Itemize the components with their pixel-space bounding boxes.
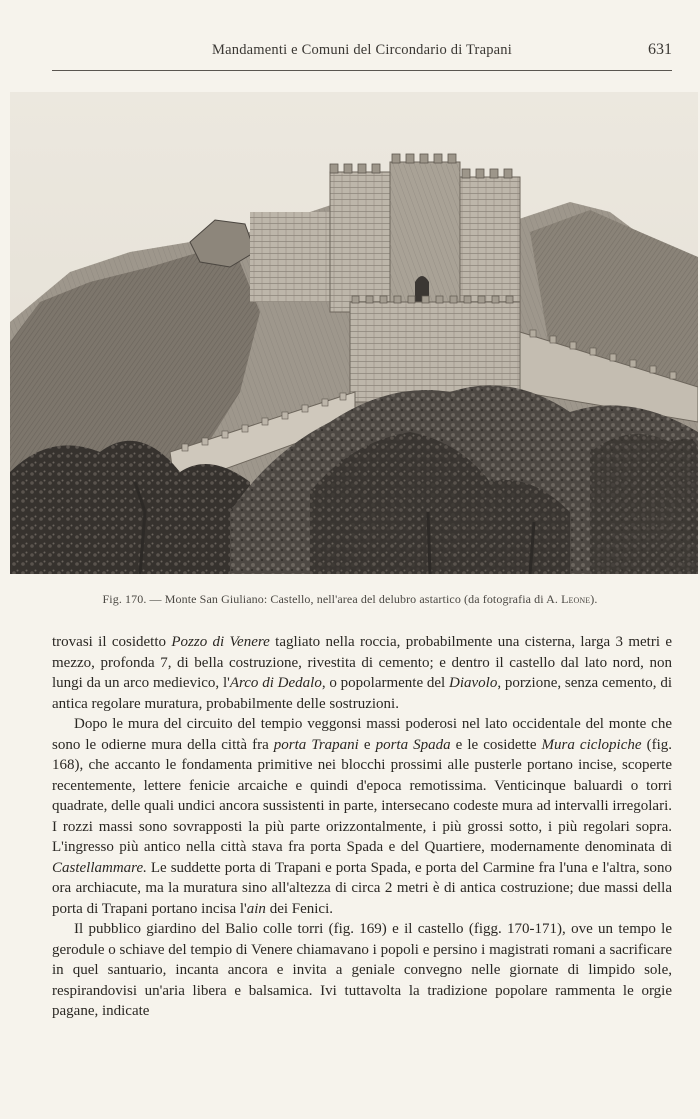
text-run: tagliato nella roccia, probabilmente una cisterna, larga 3 metri e mezzo, profonda 7, di bella costruzione, rivestita di cemento; e dentro il castello dal lato nord, non lungi da un arco medievico, l' (52, 634, 672, 691)
italic-term: Castellammare. (52, 859, 147, 876)
text-run: e (358, 736, 376, 753)
body-text (52, 632, 672, 1022)
text-run: trovasi il cosidetto (52, 634, 172, 650)
italic-term: Arco di Dedalo (229, 675, 322, 691)
header-rule (52, 70, 672, 71)
text-run: Le suddette porta di Trapani e porta Spada, e porta del Carmine fra l'una e l'altra, sono ora archiacute, ma la muratura sino all'altezza di circa 2 metri è di antica costruzione; due massi della porta di Trapani portano incisa l' (52, 859, 672, 917)
page-header (52, 42, 672, 64)
paragraph (52, 714, 672, 919)
italic-term: Pozzo di Venere (171, 634, 270, 650)
paragraph (52, 632, 672, 714)
text-run: Dopo le mura del circuito del tempio veggonsi massi poderosi nel lato occidentale del monte che sono le odierne mura della città fra (52, 716, 672, 753)
page-number: 631 (648, 41, 672, 58)
italic-term: porta Spada (375, 736, 451, 753)
italic-term: Diavolo (449, 675, 498, 691)
running-title: Mandamenti e Comuni del Circondario di Trapani (212, 42, 512, 58)
italic-term: porta Trapani (273, 736, 359, 753)
text-run: Il pubblico giardino del Balio colle torri (fig. 169) e il castello (figg. 170-171), ove un tempo le gerodule o schiave del tempio di Venere chiamavano i popoli e persino i magistrati romani a sacrificare in quel santuario, incanta ancora e invita a geniale convegno nelle giornate di limpido sole, respirandovisi un'aria libera e balsamica. Ivi tuttavolta la tradizione popolare rammenta le orgie pagane, indicate (52, 921, 672, 1019)
text-run: , o popolarmente del (321, 675, 450, 691)
caption-author: Leone (561, 592, 591, 606)
paragraph (52, 919, 672, 1022)
text-run: , porzione, senza cemento, di antica regolare muratura, probabilmente delle sostruzioni. (52, 675, 672, 712)
caption-main: Fig. 170. — Monte San Giuliano: Castello, nell'area del delubro astartico (da fotografia di A. (102, 592, 562, 606)
italic-term: Mura ciclopiche (541, 736, 642, 753)
text-run: dei Fenici. (265, 900, 334, 917)
castle-engraving (10, 92, 698, 574)
text-run: e le cosidette (450, 736, 542, 753)
text-run: (fig. 168), che accanto le fondamenta primitive nei blocchi prossimi alle pusterle portano incise, scoperte recentemente, lettere fenicie arcaiche e quindi d'epoca remotissima. Venticinque baluardi o torri quadrate, delle quali undici ancora sussistenti in parte, intersecano codeste mura ad intervalli irregolari. I rozzi massi sono sovrapposti la più parte orizzontalmente, i più grossi sotto, i più regolari sopra. L'ingresso più antico nella città stava fra porta Spada e del Quartiere, modernamente denominata di (52, 736, 672, 855)
figure-caption (0, 592, 700, 607)
italic-term: ain (246, 900, 266, 917)
caption-end: ). (590, 592, 598, 606)
